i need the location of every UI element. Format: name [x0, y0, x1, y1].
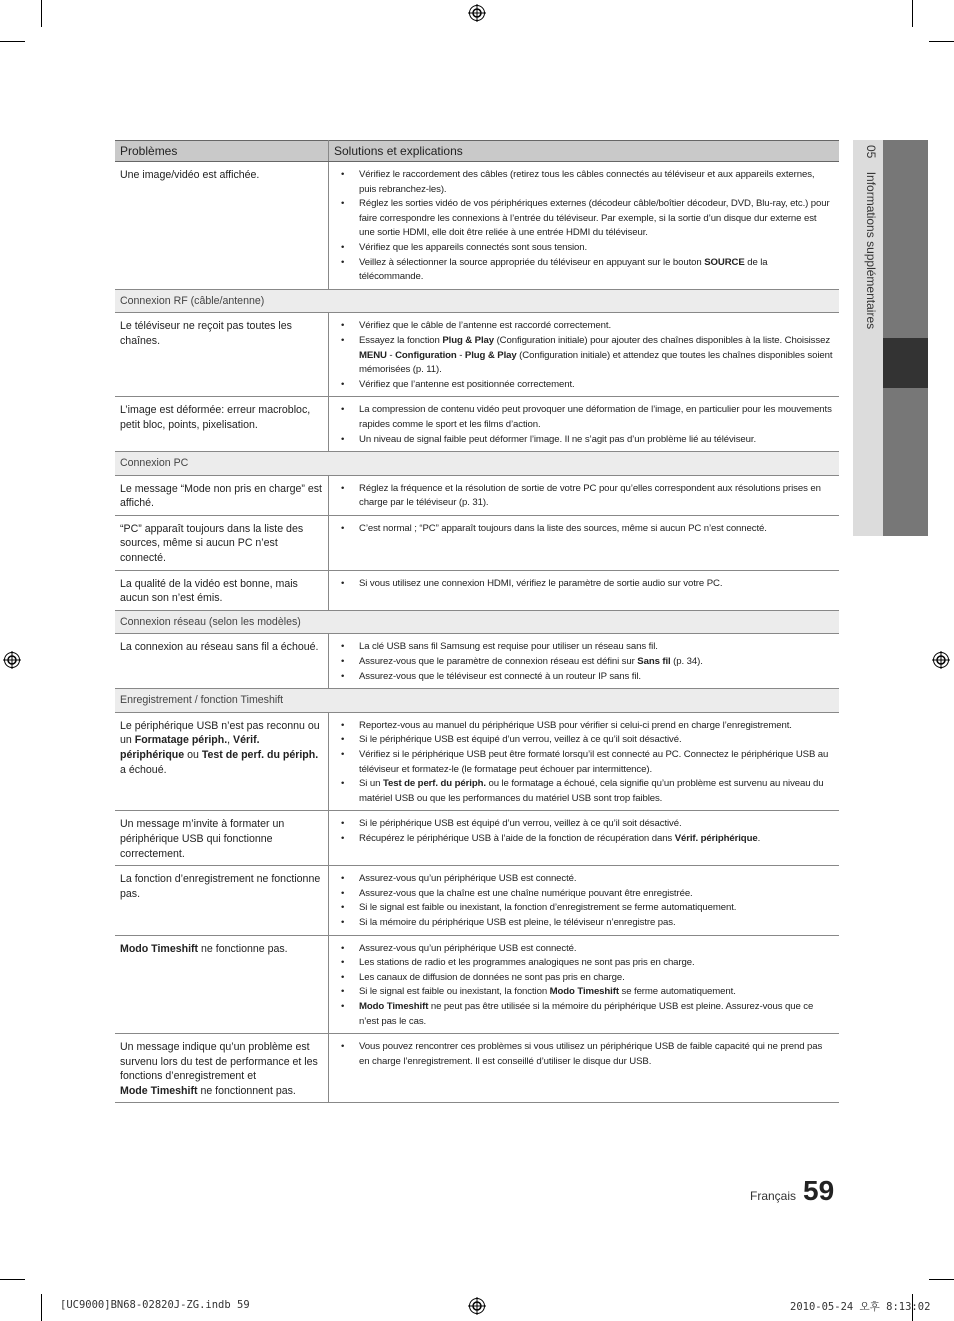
solution-cell	[329, 570, 840, 610]
table-row	[115, 935, 839, 1034]
section-row	[115, 289, 839, 313]
solution-list	[335, 319, 834, 392]
solution-item: • Si un Test de perf. du périph. ou le formatage a échoué, cela signifie qu’un problème est survenu au niveau du matériel USB ou que les performances du matériel USB sont trop faibles.	[335, 777, 834, 806]
file-slug: [UC9000]BN68-02820J-ZG.indb 59	[60, 1299, 250, 1311]
solution-item: • Un niveau de signal faible peut déformer l’image. Il ne s’agit pas d’un problème lié au téléviseur.	[335, 433, 834, 448]
solution-item: • Assurez-vous que le paramètre de connexion réseau est défini sur Sans fil (p. 34).	[335, 655, 834, 670]
table-row	[115, 712, 839, 811]
solution-list	[335, 577, 834, 592]
solution-cell	[329, 515, 840, 570]
solution-cell	[329, 634, 840, 689]
solution-cell	[329, 475, 840, 515]
solution-cell	[329, 397, 840, 452]
problem-cell: La qualité de la vidéo est bonne, mais aucun son n’est émis.	[115, 570, 329, 610]
solution-item: • Si le périphérique USB est équipé d’un verrou, veillez à ce qu’il soit désactivé.	[335, 817, 834, 832]
table-row	[115, 313, 839, 397]
solution-cell	[329, 162, 840, 290]
solution-item: • Vérifiez que l’antenne est positionnée correctement.	[335, 378, 834, 393]
solution-item: • La compression de contenu vidéo peut provoquer une déformation de l’image, en particulier pour les mouvements rapides comme le sport et les films d’action.	[335, 403, 834, 432]
solution-item: • Reportez-vous au manuel du périphérique USB pour vérifier si celui-ci prend en charge l’enregistrement.	[335, 719, 834, 734]
solution-item: • Si vous utilisez une connexion HDMI, vérifiez le paramètre de sortie audio sur votre PC.	[335, 577, 834, 592]
table-row	[115, 570, 839, 610]
solution-list	[335, 482, 834, 511]
problem-cell: “PC” apparaît toujours dans la liste des sources, même si aucun PC n’est connecté.	[115, 515, 329, 570]
table-row	[115, 1034, 839, 1103]
chapter-number: 05	[864, 145, 878, 159]
solution-cell	[329, 712, 840, 811]
table-header	[115, 141, 839, 162]
problem-cell: La fonction d’enregistrement ne fonctionne pas.	[115, 866, 329, 935]
table-row	[115, 811, 839, 866]
print-date: 2010-05-24 오후 8:13:02	[790, 1301, 931, 1313]
solution-item: • Réglez la fréquence et la résolution de sortie de votre PC pour qu’elles correspondent aux résolutions prises en charge par le téléviseur (p. 31).	[335, 482, 834, 511]
solution-item: • Si le signal est faible ou inexistant, la fonction Modo Timeshift se ferme automatiquement.	[335, 985, 834, 1000]
solution-cell	[329, 935, 840, 1034]
solution-cell	[329, 313, 840, 397]
chapter-title: Informations supplémentaires	[864, 171, 878, 330]
problem-cell: L’image est déformée: erreur macrobloc, petit bloc, points, pixelisation.	[115, 397, 329, 452]
table-row	[115, 634, 839, 689]
language-label: Français	[750, 1189, 797, 1203]
crop-mark	[0, 1279, 25, 1280]
solution-item: • Vérifiez que les appareils connectés sont sous tension.	[335, 241, 834, 256]
solution-cell	[329, 1034, 840, 1103]
solution-list	[335, 403, 834, 447]
solution-item: • Modo Timeshift ne peut pas être utilisée si la mémoire du périphérique USB est pleine. Assurez-vous que ce n’est pas le cas.	[335, 1000, 834, 1029]
solution-item: • La clé USB sans fil Samsung est requise pour utiliser un réseau sans fil.	[335, 640, 834, 655]
registration-mark-icon	[932, 651, 950, 669]
section-row	[115, 689, 839, 713]
problem-cell: Le téléviseur ne reçoit pas toutes les chaînes.	[115, 313, 329, 397]
solution-list	[335, 522, 834, 537]
solution-list	[335, 640, 834, 684]
section-label: Connexion PC	[115, 452, 839, 476]
solution-item: • Si la mémoire du périphérique USB est pleine, le téléviseur n’enregistre pas.	[335, 916, 834, 931]
solution-item: • Veillez à sélectionner la source appropriée du téléviseur en appuyant sur le bouton SOURCE de la télécommande.	[335, 256, 834, 285]
table-row	[115, 162, 839, 290]
section-label: Connexion réseau (selon les modèles)	[115, 610, 839, 634]
solution-list	[335, 942, 834, 1030]
solution-list	[335, 872, 834, 930]
page-number: 59	[803, 1175, 835, 1206]
section-row	[115, 452, 839, 476]
solution-list	[335, 817, 834, 846]
solution-item: • C’est normal ; “PC” apparaît toujours dans la liste des sources, même si aucun PC n’est connecté.	[335, 522, 834, 537]
solution-item: • Vérifiez le raccordement des câbles (retirez tous les câbles connectés au téléviseur et aux appareils externes, puis rebranchez-les).	[335, 168, 834, 197]
column-header-solutions: Solutions et explications	[329, 141, 840, 162]
crop-mark	[41, 1294, 42, 1321]
side-tab-label	[858, 145, 878, 329]
solution-item: • Assurez-vous qu’un périphérique USB est connecté.	[335, 942, 834, 957]
side-tab-current-marker	[883, 338, 928, 388]
registration-mark-icon	[468, 1297, 486, 1315]
solution-item: • Si le périphérique USB est équipé d’un verrou, veillez à ce qu’il soit désactivé.	[335, 733, 834, 748]
table-row	[115, 397, 839, 452]
crop-mark	[41, 0, 42, 27]
column-header-problems: Problèmes	[115, 141, 329, 162]
troubleshooting-table	[115, 140, 839, 1103]
solution-list	[335, 1040, 834, 1069]
problem-cell: Un message indique qu’un problème est survenu lors du test de performance et les fonctions d’enregistrement et Mode Timeshift ne fonctionnent pas.	[115, 1034, 329, 1103]
crop-mark	[929, 1279, 954, 1280]
solution-item: • Vérifiez que le câble de l’antenne est raccordé correctement.	[335, 319, 834, 334]
section-label: Connexion RF (câble/antenne)	[115, 289, 839, 313]
problem-cell: Modo Timeshift ne fonctionne pas.	[115, 935, 329, 1034]
solution-item: • Assurez-vous que le téléviseur est connecté à un routeur IP sans fil.	[335, 670, 834, 685]
section-row	[115, 610, 839, 634]
solution-item: • Les canaux de diffusion de données ne sont pas pris en charge.	[335, 971, 834, 986]
solution-list	[335, 168, 834, 285]
table-row	[115, 515, 839, 570]
solution-item: • Vérifiez si le périphérique USB peut être formaté lorsqu’il est connecté au PC. Connectez le périphérique USB au téléviseur et formatez-le (le formatage peut échouer par intermittence).	[335, 748, 834, 777]
crop-mark	[0, 41, 25, 42]
solution-item: • Les stations de radio et les programmes analogiques ne sont pas pris en charge.	[335, 956, 834, 971]
registration-mark-icon	[3, 651, 21, 669]
problem-cell: Le périphérique USB n’est pas reconnu ou un Formatage périph., Vérif. périphérique ou Test de perf. du périph. a échoué.	[115, 712, 329, 811]
section-label: Enregistrement / fonction Timeshift	[115, 689, 839, 713]
solution-item: • Réglez les sorties vidéo de vos périphériques externes (décodeur câble/boîtier décodeur, DVD, Blu-ray, etc.) pour faire correspondre les connexions à l’entrée du téléviseur. Par exemple, si la sortie d’un disque dur externe est une sortie HDMI, elle doit être reliée à une entrée HDMI du téléviseur.	[335, 197, 834, 241]
crop-mark	[929, 41, 954, 42]
table-body	[115, 162, 839, 1103]
problem-cell: La connexion au réseau sans fil a échoué.	[115, 634, 329, 689]
solution-item: • Assurez-vous que la chaîne est une chaîne numérique pouvant être enregistrée.	[335, 887, 834, 902]
solution-item: • Assurez-vous qu’un périphérique USB est connecté.	[335, 872, 834, 887]
problem-cell: Une image/vidéo est affichée.	[115, 162, 329, 290]
registration-mark-icon	[468, 4, 486, 22]
table-row	[115, 866, 839, 935]
solution-cell	[329, 811, 840, 866]
table-row	[115, 475, 839, 515]
crop-mark	[912, 0, 913, 27]
solution-list	[335, 719, 834, 807]
solution-item: • Récupérez le périphérique USB à l’aide de la fonction de récupération dans Vérif. périphérique.	[335, 832, 834, 847]
solution-item: • Si le signal est faible ou inexistant, la fonction d’enregistrement se ferme automatiquement.	[335, 901, 834, 916]
solution-item: • Essayez la fonction Plug & Play (Configuration initiale) pour ajouter des chaînes disponibles à la liste. Choisissez MENU - Configuration - Plug & Play (Configuration initiale) et attendez que toutes les chaînes disponibles soient mémorisées (p. 11).	[335, 334, 834, 378]
problem-cell: Le message “Mode non pris en charge” est affiché.	[115, 475, 329, 515]
solution-item: • Vous pouvez rencontrer ces problèmes si vous utilisez un périphérique USB de faible capacité qui ne prend pas en charge l’enregistrement. Il est conseillé d’utiliser le disque dur USB.	[335, 1040, 834, 1069]
solution-cell	[329, 866, 840, 935]
problem-cell: Un message m’invite à formater un périphérique USB qui fonctionne correctement.	[115, 811, 329, 866]
